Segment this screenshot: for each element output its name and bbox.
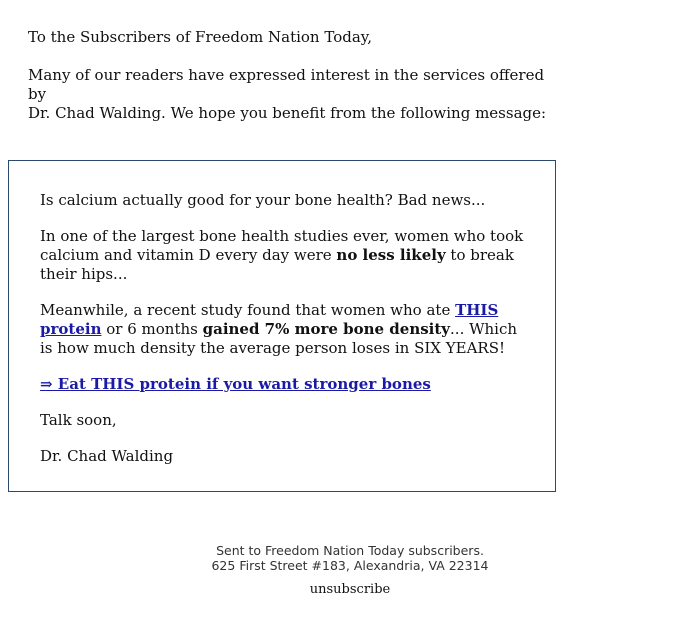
footer <box>0 543 700 573</box>
message-box <box>8 160 556 492</box>
cta-paragraph <box>40 375 530 394</box>
intro-line-1: Many of our readers have expressed interest in the services offered by <box>28 66 545 103</box>
unsubscribe-link[interactable]: unsubscribe <box>309 582 391 597</box>
paragraph-2 <box>40 227 530 284</box>
this-protein-link[interactable]: THIS protein <box>40 301 499 338</box>
signoff: Talk soon, <box>40 411 117 429</box>
paragraph-3 <box>40 301 530 358</box>
message-body <box>40 191 530 483</box>
cta-link[interactable]: ⇒ Eat THIS protein if you want stronger bones <box>40 375 431 393</box>
paragraph-1: Is calcium actually good for your bone health? Bad news... <box>40 191 486 209</box>
signature: Dr. Chad Walding <box>40 447 174 465</box>
paragraph-3-bold: gained 7% more bone density <box>202 320 451 338</box>
paragraph-3-mid: or 6 months <box>101 320 203 338</box>
intro-line-2: Dr. Chad Walding. We hope you benefit from the following message: <box>28 104 547 122</box>
footer-address: 625 First Street #183, Alexandria, VA 22314 <box>211 558 489 573</box>
paragraph-3-end: ... Which is how much density the average person loses in SIX YEARS! <box>40 320 518 357</box>
paragraph-2-bold: no less likely <box>336 246 446 264</box>
unsubscribe-container <box>0 582 700 597</box>
footer-line-1: Sent to Freedom Nation Today subscribers. <box>216 543 484 558</box>
intro-section <box>28 28 548 123</box>
paragraph-2-end: to break their hips... <box>40 246 514 283</box>
paragraph-2-start: In one of the largest bone health studies ever, women who took calcium and vitamin D every day were <box>40 227 524 264</box>
paragraph-3-start: Meanwhile, a recent study found that women who ate <box>40 301 456 319</box>
greeting: To the Subscribers of Freedom Nation Today, <box>28 28 373 46</box>
